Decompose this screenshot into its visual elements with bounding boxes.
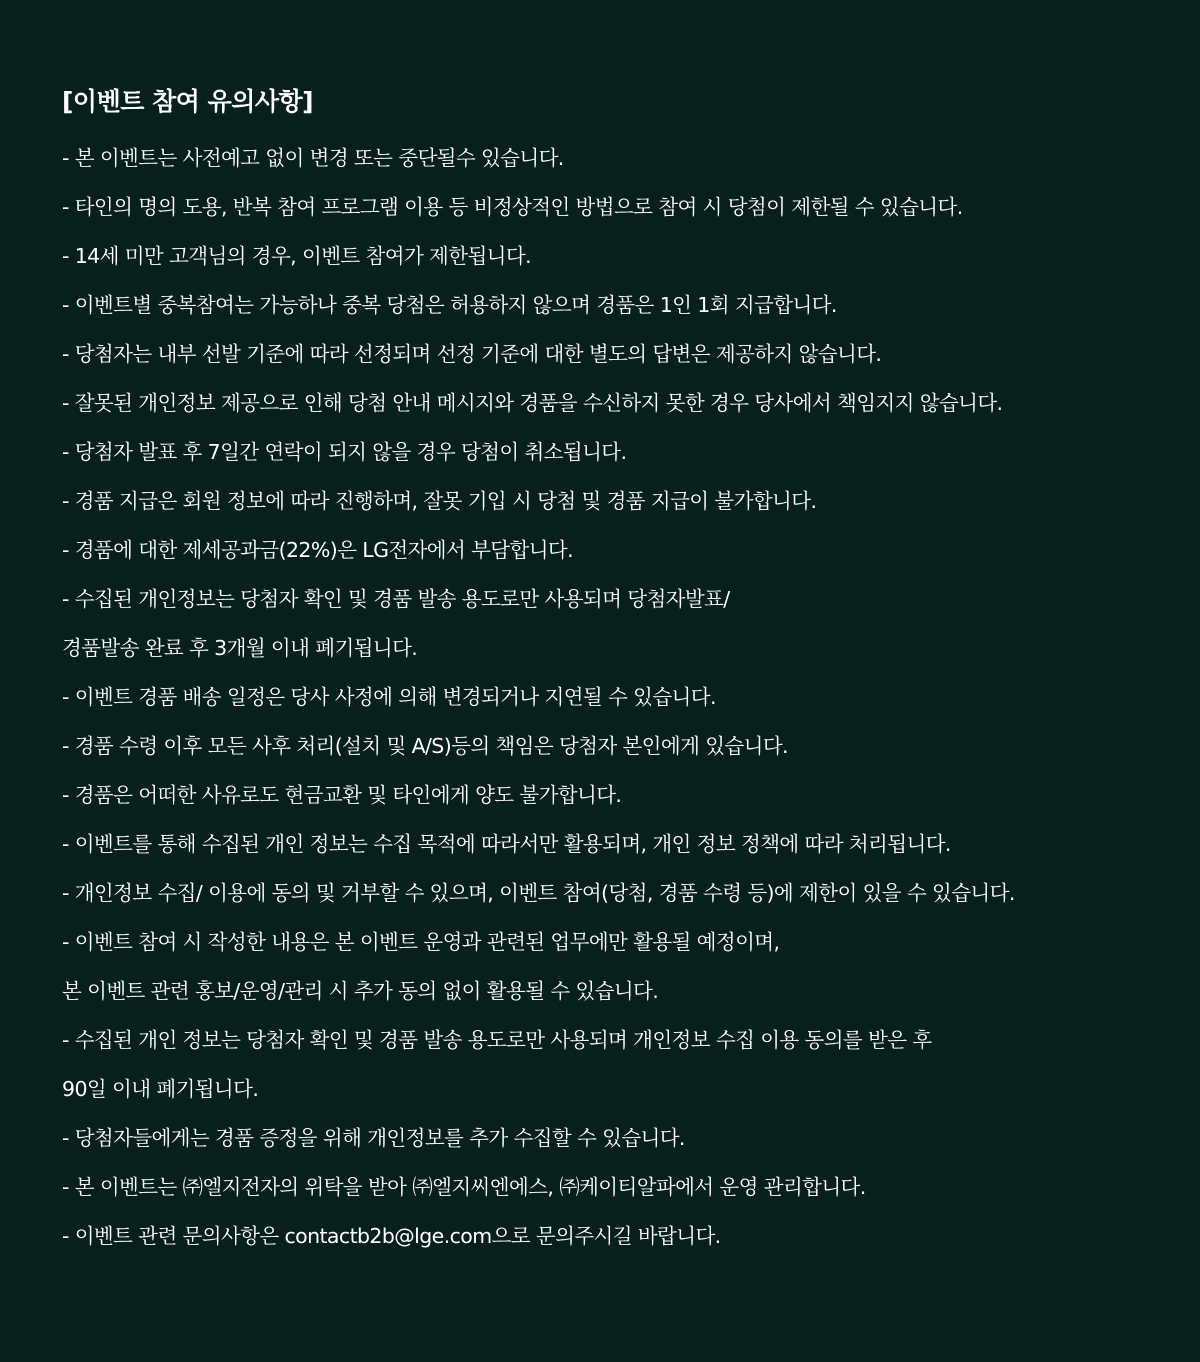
notice-line: - 본 이벤트는 ㈜엘지전자의 위탁을 받아 ㈜엘지씨엔에스, ㈜케이티알파에서 운영 관리합니다. xyxy=(62,1175,866,1199)
notice-line: - 수집된 개인정보는 당첨자 확인 및 경품 발송 용도로만 사용되며 당첨자발표/ xyxy=(62,587,730,611)
event-notice-section xyxy=(62,82,1142,1261)
notice-line: - 타인의 명의 도용, 반복 참여 프로그램 이용 등 비정상적인 방법으로 참여 시 당첨이 제한될 수 있습니다. xyxy=(62,195,963,219)
notice-line: - 당첨자들에게는 경품 증정을 위해 개인정보를 추가 수집할 수 있습니다. xyxy=(62,1126,685,1150)
notice-line: - 본 이벤트는 사전예고 없이 변경 또는 중단될수 있습니다. xyxy=(62,146,564,170)
notice-line: - 이벤트 경품 배송 일정은 당사 사정에 의해 변경되거나 지연될 수 있습니다. xyxy=(62,685,716,709)
notice-line: - 이벤트를 통해 수집된 개인 정보는 수집 목적에 따라서만 활용되며, 개인 정보 정책에 따라 처리됩니다. xyxy=(62,832,951,856)
notice-line: - 당첨자는 내부 선발 기준에 따라 선정되며 선정 기준에 대한 별도의 답변은 제공하지 않습니다. xyxy=(62,342,882,366)
notice-line: - 이벤트별 중복참여는 가능하나 중복 당첨은 허용하지 않으며 경품은 1인 1회 지급합니다. xyxy=(62,293,837,317)
notice-line: - 이벤트 관련 문의사항은 contactb2b@lge.com으로 문의주시길 바랍니다. xyxy=(62,1224,721,1248)
notice-line: - 당첨자 발표 후 7일간 연락이 되지 않을 경우 당첨이 취소됩니다. xyxy=(62,440,627,464)
notice-list xyxy=(62,134,1142,1261)
notice-line: - 개인정보 수집/ 이용에 동의 및 거부할 수 있으며, 이벤트 참여(당첨, 경품 수령 등)에 제한이 있을 수 있습니다. xyxy=(62,881,1015,905)
notice-line: 경품발송 완료 후 3개월 이내 폐기됩니다. xyxy=(62,636,418,660)
notice-line: - 이벤트 참여 시 작성한 내용은 본 이벤트 운영과 관련된 업무에만 활용될 예정이며, xyxy=(62,930,780,954)
notice-title: [이벤트 참여 유의사항] xyxy=(62,87,314,116)
notice-line: - 경품 수령 이후 모든 사후 처리(설치 및 A/S)등의 책임은 당첨자 본인에게 있습니다. xyxy=(62,734,788,758)
notice-line: - 수집된 개인 정보는 당첨자 확인 및 경품 발송 용도로만 사용되며 개인정보 수집 이용 동의를 받은 후 xyxy=(62,1028,932,1052)
notice-line: - 경품은 어떠한 사유로도 현금교환 및 타인에게 양도 불가합니다. xyxy=(62,783,622,807)
notice-line: 90일 이내 폐기됩니다. xyxy=(62,1077,259,1101)
notice-line: - 경품에 대한 제세공과금(22%)은 LG전자에서 부담합니다. xyxy=(62,538,574,562)
notice-line: - 잘못된 개인정보 제공으로 인해 당첨 안내 메시지와 경품을 수신하지 못한 경우 당사에서 책임지지 않습니다. xyxy=(62,391,1003,415)
notice-line: - 14세 미만 고객님의 경우, 이벤트 참여가 제한됩니다. xyxy=(62,244,531,268)
notice-line: - 경품 지급은 회원 정보에 따라 진행하며, 잘못 기입 시 당첨 및 경품 지급이 불가합니다. xyxy=(62,489,817,513)
notice-line: 본 이벤트 관련 홍보/운영/관리 시 추가 동의 없이 활용될 수 있습니다. xyxy=(62,979,659,1003)
